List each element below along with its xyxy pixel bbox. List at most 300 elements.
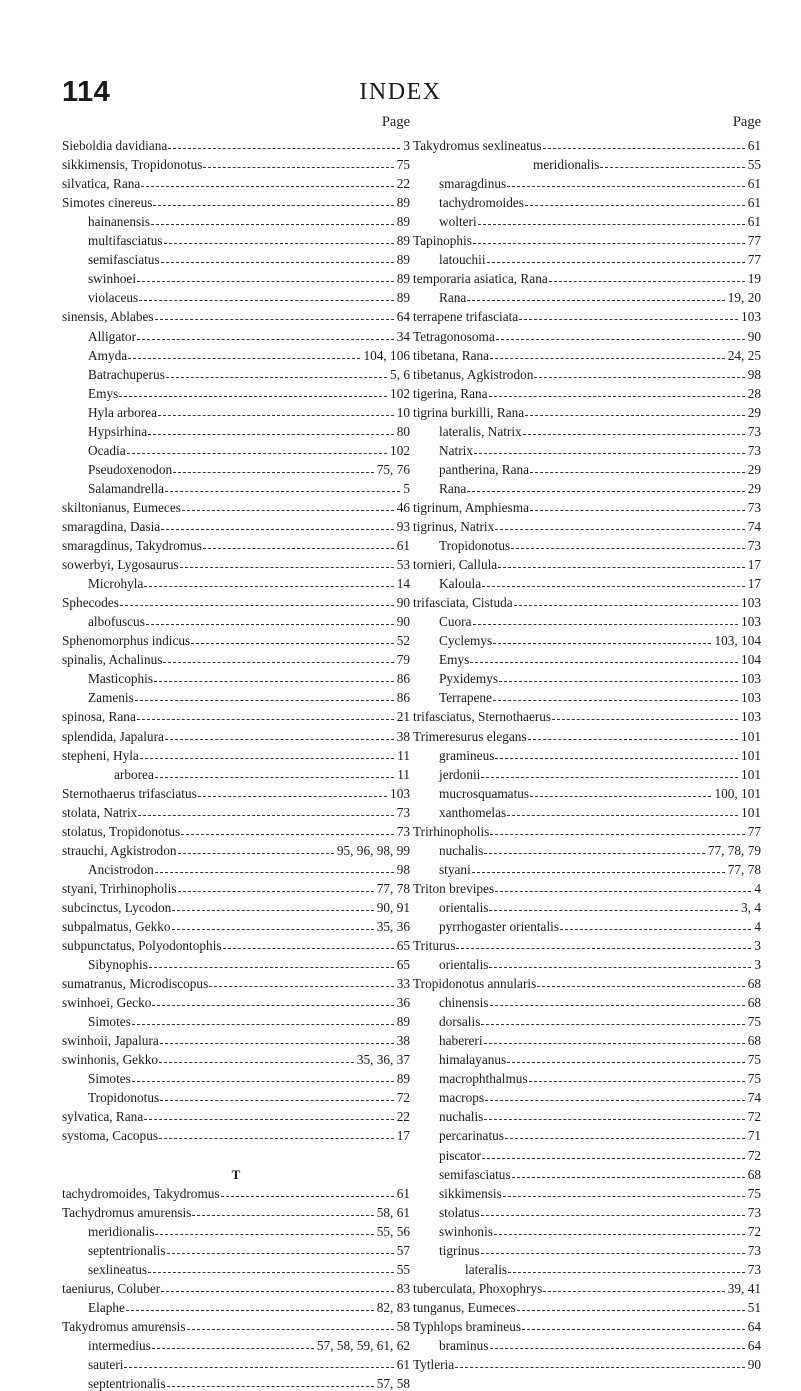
index-entry — [62, 363, 410, 382]
entry-page: 90 — [747, 328, 761, 344]
entry-term: Sieboldia davidiana — [62, 138, 168, 154]
entry-page: 29 — [747, 480, 761, 496]
entry-page: 75, 76 — [376, 461, 410, 477]
entry-term: tigrinum, Amphiesma — [413, 499, 529, 515]
index-entry — [62, 439, 410, 458]
index-column-right — [413, 114, 761, 1372]
entry-term: swinhonis, Gekko — [62, 1052, 159, 1068]
entry-term: orientalis — [439, 899, 489, 915]
entry-term: nuchalis — [439, 1109, 484, 1125]
index-entry — [62, 705, 410, 724]
entry-page: 51 — [747, 1299, 761, 1315]
dot-leader — [191, 643, 394, 644]
entry-term: skiltonianus, Eumeces — [62, 499, 181, 515]
dot-leader — [549, 281, 745, 282]
dot-leader — [152, 1348, 314, 1349]
dot-leader — [481, 1253, 745, 1254]
entry-page: 75 — [747, 1185, 761, 1201]
entry-list — [413, 134, 761, 1372]
entry-page: 103 — [741, 614, 761, 630]
dot-leader — [507, 186, 744, 187]
page-header — [0, 76, 801, 110]
dot-leader — [482, 586, 745, 587]
entry-term: Hyla arborea — [88, 404, 158, 420]
index-entry — [413, 1105, 761, 1124]
dot-leader — [164, 243, 394, 244]
entry-page: 100, 101 — [714, 785, 761, 801]
dot-leader — [180, 567, 394, 568]
dot-leader — [490, 1005, 745, 1006]
entry-page: 89 — [396, 252, 410, 268]
index-entry — [62, 1086, 410, 1105]
entry-term: intermedius — [88, 1338, 151, 1353]
index-entry — [413, 1048, 761, 1067]
entry-term: lateralis, Natrix — [439, 423, 522, 439]
entry-page: 4 — [754, 918, 761, 934]
entry-page: 10 — [396, 404, 410, 420]
index-entry — [62, 305, 410, 324]
dot-leader — [137, 281, 394, 282]
entry-page: 102 — [390, 442, 410, 458]
entry-page: 17 — [747, 576, 761, 592]
entry-page: 73 — [747, 1242, 761, 1258]
dot-leader — [160, 1100, 394, 1101]
dot-leader — [473, 624, 739, 625]
dot-leader — [127, 453, 387, 454]
entry-page: 29 — [747, 404, 761, 420]
index-entry — [413, 401, 761, 420]
entry-page: 104 — [741, 652, 761, 668]
entry-term: Emys — [88, 385, 119, 401]
entry-term: tunganus, Eumeces — [413, 1299, 516, 1315]
index-entry — [413, 1315, 761, 1334]
entry-term: swinhoei, Gecko — [62, 995, 152, 1011]
dot-leader — [166, 377, 387, 378]
entry-term: xanthomelas — [439, 804, 507, 820]
index-entry — [413, 1124, 761, 1143]
entry-term: wolteri — [439, 214, 477, 230]
entry-page: 38 — [396, 1033, 410, 1049]
entry-term: sinensis, Ablabes — [62, 309, 154, 325]
entry-page: 61 — [747, 138, 761, 154]
index-entry — [413, 324, 761, 343]
index-entry — [62, 839, 410, 858]
dot-leader — [514, 605, 738, 606]
index-entry — [62, 477, 410, 496]
entry-term: Tetragonosoma — [413, 328, 495, 344]
entry-page: 52 — [396, 633, 410, 649]
entry-term: orientalis — [439, 957, 489, 973]
entry-term: Trimeresurus elegans — [413, 728, 527, 744]
entry-term: albofuscus — [88, 614, 145, 630]
dot-leader — [152, 1005, 393, 1006]
entry-term: multifasciatus — [88, 233, 163, 249]
entry-term: percarinatus — [439, 1128, 504, 1144]
entry-term: subpalmatus, Gekko — [62, 918, 171, 934]
dot-leader — [128, 358, 360, 359]
entry-term: habereri — [439, 1033, 483, 1049]
entry-page: 73 — [747, 442, 761, 458]
entry-page: 68 — [747, 1166, 761, 1182]
index-entry — [413, 286, 761, 305]
dot-leader — [517, 1310, 745, 1311]
dot-leader — [560, 929, 751, 930]
entry-term: tibetanus, Agkistrodon — [413, 366, 534, 382]
entry-term: tigerina, Rana — [413, 385, 488, 401]
entry-term: Tachydromus amurensis — [62, 1204, 192, 1220]
dot-leader — [481, 1024, 744, 1025]
entry-page: 19 — [747, 271, 761, 287]
entry-page: 103 — [390, 785, 410, 801]
entry-page: 61 — [396, 1357, 410, 1373]
dot-leader — [153, 205, 393, 206]
entry-page: 102 — [390, 385, 410, 401]
dot-leader — [155, 872, 394, 873]
index-entry — [413, 591, 761, 610]
dot-leader — [474, 453, 745, 454]
entry-term: Ancistrodon — [88, 861, 154, 877]
dot-leader — [148, 434, 394, 435]
index-entry — [413, 172, 761, 191]
entry-term: Hypsirhina — [88, 423, 148, 439]
entry-page: 103 — [741, 595, 761, 611]
entry-page: 39, 41 — [727, 1280, 761, 1296]
entry-term: tigrinus — [439, 1242, 480, 1258]
entry-page: 101 — [741, 728, 761, 744]
entry-page: 35, 36, 37 — [356, 1052, 410, 1068]
entry-page: 58, 61 — [376, 1204, 410, 1220]
dot-leader — [473, 243, 745, 244]
entry-page: 73 — [747, 1261, 761, 1277]
index-entry — [62, 1048, 410, 1067]
index-entry — [62, 572, 410, 591]
entry-term: Batrachuperus — [88, 366, 165, 382]
index-entry — [62, 191, 410, 210]
entry-page: 24, 25 — [727, 347, 761, 363]
entry-page: 61 — [747, 176, 761, 192]
index-entry — [62, 1353, 410, 1372]
index-entry — [62, 324, 410, 343]
entry-term: himalayanus — [439, 1052, 507, 1068]
column-heading: Page — [381, 114, 410, 130]
index-entry — [62, 229, 410, 248]
entry-term: macrops — [439, 1090, 485, 1106]
index-entry — [413, 572, 761, 591]
dot-leader — [120, 605, 394, 606]
index-entry — [62, 972, 410, 991]
index-entry — [413, 820, 761, 839]
entry-term: latouchii — [439, 252, 486, 268]
dot-leader — [600, 167, 744, 168]
dot-leader — [530, 472, 745, 473]
entry-page: 71 — [747, 1128, 761, 1144]
spacer — [62, 1143, 410, 1162]
entry-term: tornieri, Callula — [413, 557, 498, 573]
entry-term: semifasciatus — [439, 1166, 511, 1182]
index-entry — [413, 1163, 761, 1182]
index-entry — [413, 724, 761, 743]
dot-leader — [223, 948, 394, 949]
entry-page: 46 — [396, 499, 410, 515]
index-entry — [62, 991, 410, 1010]
entry-page: 36 — [396, 995, 410, 1011]
dot-leader — [552, 719, 738, 720]
dot-leader — [181, 834, 393, 835]
entry-page: 53 — [396, 557, 410, 573]
index-entry — [413, 1010, 761, 1029]
entry-page: 75 — [396, 157, 410, 173]
entry-page: 73 — [396, 804, 410, 820]
dot-leader — [470, 662, 738, 663]
entry-term: Takydromus sexlineatus — [413, 138, 542, 154]
dot-leader — [495, 891, 751, 892]
dot-leader — [519, 319, 738, 320]
index-entry — [413, 363, 761, 382]
entry-term: Sphecodes — [62, 595, 119, 611]
entry-page: 82, 83 — [376, 1299, 410, 1315]
index-entry — [413, 153, 761, 172]
dot-leader — [151, 224, 394, 225]
dot-leader — [168, 148, 400, 149]
entry-term: Takydromus amurensis — [62, 1318, 186, 1334]
dot-leader — [172, 929, 374, 930]
dot-leader — [543, 1291, 725, 1292]
entry-term: spinalis, Achalinus — [62, 652, 163, 668]
index-entry — [413, 610, 761, 629]
index-entry — [413, 1067, 761, 1086]
entry-term: Sphenomorphus indicus — [62, 633, 191, 649]
entry-term: septentrionalis — [88, 1242, 166, 1258]
entry-page: 17 — [396, 1128, 410, 1144]
entry-term: Triturus — [413, 938, 456, 954]
dot-leader — [482, 1158, 745, 1159]
dot-leader — [137, 719, 394, 720]
entry-page: 75 — [747, 1014, 761, 1030]
entry-page: 101 — [741, 747, 761, 763]
dot-leader — [192, 1215, 373, 1216]
entry-term: pantherina, Rana — [439, 461, 530, 477]
index-entry — [413, 1029, 761, 1048]
entry-page: 83 — [396, 1280, 410, 1296]
entry-page: 79 — [396, 652, 410, 668]
dot-leader — [467, 491, 744, 492]
dot-leader — [161, 529, 393, 530]
entry-term: Sternothaerus trifasciatus — [62, 785, 197, 801]
entry-term: Microhyla — [88, 576, 144, 592]
index-entry — [62, 534, 410, 553]
entry-term: Simotes — [88, 1014, 131, 1030]
entry-page: 95, 96, 98, 99 — [336, 842, 410, 858]
entry-page: 104, 106 — [363, 347, 410, 363]
index-entry — [62, 210, 410, 229]
index-entry — [62, 1315, 410, 1334]
index-entry — [62, 629, 410, 648]
entry-page: 101 — [741, 766, 761, 782]
entry-term: Alligator — [88, 328, 137, 344]
dot-leader — [489, 396, 745, 397]
entry-term: strauchi, Agkistrodon — [62, 842, 177, 858]
index-entry — [62, 382, 410, 401]
entry-page: 72 — [396, 1090, 410, 1106]
entry-page: 75 — [747, 1052, 761, 1068]
entry-page: 89 — [396, 214, 410, 230]
dot-leader — [135, 700, 394, 701]
index-entry — [413, 991, 761, 1010]
index-entry — [413, 1182, 761, 1201]
index-entry — [62, 1258, 410, 1277]
entry-page: 77, 78 — [376, 880, 410, 896]
dot-leader — [146, 624, 394, 625]
entry-page: 73 — [747, 538, 761, 554]
dot-leader — [456, 948, 751, 949]
entry-page: 72 — [747, 1223, 761, 1239]
entry-term: Zamenis — [88, 690, 134, 706]
entry-term: septentrionalis — [88, 1376, 166, 1391]
entry-page: 61 — [747, 195, 761, 211]
entry-term: meridionalis — [88, 1223, 155, 1239]
entry-term: Salamandrella — [88, 480, 165, 496]
index-entry — [62, 820, 410, 839]
dot-leader — [165, 491, 400, 492]
dot-leader — [161, 262, 394, 263]
dot-leader — [159, 1138, 394, 1139]
dot-leader — [472, 872, 725, 873]
entry-term: chinensis — [439, 995, 489, 1011]
entry-page: 57, 58, 59, 61, 62 — [316, 1338, 410, 1353]
dot-leader — [155, 777, 394, 778]
dot-leader — [490, 834, 744, 835]
index-entry — [413, 305, 761, 324]
index-entry — [62, 782, 410, 801]
entry-page: 103 — [741, 709, 761, 725]
dot-leader — [478, 224, 745, 225]
index-entry — [62, 1201, 410, 1220]
entry-list — [62, 134, 410, 1391]
dot-leader — [144, 1119, 393, 1120]
index-entry — [413, 439, 761, 458]
index-entry — [413, 553, 761, 572]
dot-leader — [495, 758, 738, 759]
index-entry — [413, 705, 761, 724]
entry-term: Tropidonotus annularis — [413, 976, 537, 992]
entry-page: 29 — [747, 461, 761, 477]
dot-leader — [490, 358, 725, 359]
index-entry — [413, 420, 761, 439]
entry-page: 73 — [747, 423, 761, 439]
dot-leader — [489, 967, 751, 968]
entry-term: terrapene trifasciata — [413, 309, 519, 325]
dot-leader — [498, 567, 745, 568]
index-entry — [62, 953, 410, 972]
index-entry — [62, 401, 410, 420]
entry-term: spinosa, Rana — [62, 709, 136, 725]
entry-term: tigrina burkilli, Rana — [413, 404, 525, 420]
entry-page: 103 — [741, 671, 761, 687]
entry-page: 68 — [747, 1033, 761, 1049]
index-entry — [62, 515, 410, 534]
entry-page: 86 — [396, 690, 410, 706]
entry-term: Tapinophis — [413, 233, 472, 249]
index-entry — [62, 667, 410, 686]
dot-leader — [158, 415, 394, 416]
entry-term: tuberculata, Phoxophrys — [413, 1280, 543, 1296]
index-entry — [413, 667, 761, 686]
dot-leader — [178, 853, 334, 854]
entry-page: 89 — [396, 1014, 410, 1030]
entry-page: 58 — [396, 1318, 410, 1334]
entry-page: 4 — [754, 880, 761, 896]
dot-leader — [124, 1367, 393, 1368]
index-entry — [62, 153, 410, 172]
dot-leader — [155, 319, 394, 320]
dot-leader — [507, 1062, 744, 1063]
page-title: INDEX — [359, 79, 442, 105]
index-entry — [62, 420, 410, 439]
dot-leader — [163, 662, 393, 663]
dot-leader — [140, 758, 394, 759]
entry-term: sikkimensis, Tropidonotus — [62, 157, 203, 173]
index-entry — [62, 896, 410, 915]
entry-page: 21 — [396, 709, 410, 725]
entry-page: 38 — [396, 728, 410, 744]
entry-term: tachydromoides, Takydromus — [62, 1185, 220, 1201]
page-number: 114 — [62, 76, 111, 108]
index-entry — [62, 1029, 410, 1048]
entry-page: 103 — [741, 690, 761, 706]
index-entry — [62, 934, 410, 953]
entry-term: stolatus, Tropidonotus — [62, 823, 181, 839]
index-entry — [413, 648, 761, 667]
entry-page: 64 — [396, 309, 410, 325]
entry-term: Cyclemys — [439, 633, 493, 649]
index-entry — [62, 1105, 410, 1124]
entry-term: Natrix — [439, 442, 473, 458]
entry-page: 98 — [747, 366, 761, 382]
index-entry — [62, 1239, 410, 1258]
index-entry — [62, 344, 410, 363]
dot-leader — [525, 205, 745, 206]
entry-page: 35, 36 — [376, 918, 410, 934]
index-entry — [413, 382, 761, 401]
entry-term: stolatus — [439, 1204, 480, 1220]
dot-leader — [455, 1367, 745, 1368]
dot-leader — [508, 1272, 745, 1273]
entry-page: 61 — [747, 214, 761, 230]
dot-leader — [137, 339, 394, 340]
entry-page: 90, 91 — [376, 899, 410, 915]
entry-term: stolata, Natrix — [62, 804, 138, 820]
dot-leader — [154, 681, 394, 682]
dot-leader — [493, 700, 738, 701]
index-entry — [413, 496, 761, 515]
entry-page: 73 — [747, 1204, 761, 1220]
entry-page: 89 — [396, 233, 410, 249]
entry-term: styani — [439, 861, 471, 877]
index-entry — [62, 1277, 410, 1296]
index-entry — [413, 744, 761, 763]
dot-leader — [529, 1081, 745, 1082]
index-entry — [413, 477, 761, 496]
dot-leader — [487, 262, 745, 263]
index-entry — [413, 1143, 761, 1162]
index-entry — [413, 134, 761, 153]
dot-leader — [221, 1196, 394, 1197]
entry-term: jerdonii — [439, 766, 481, 782]
entry-term: Pseudoxenodon — [88, 461, 173, 477]
index-entry — [413, 858, 761, 877]
entry-term: smaragdinus — [439, 176, 507, 192]
entry-page: 28 — [747, 385, 761, 401]
